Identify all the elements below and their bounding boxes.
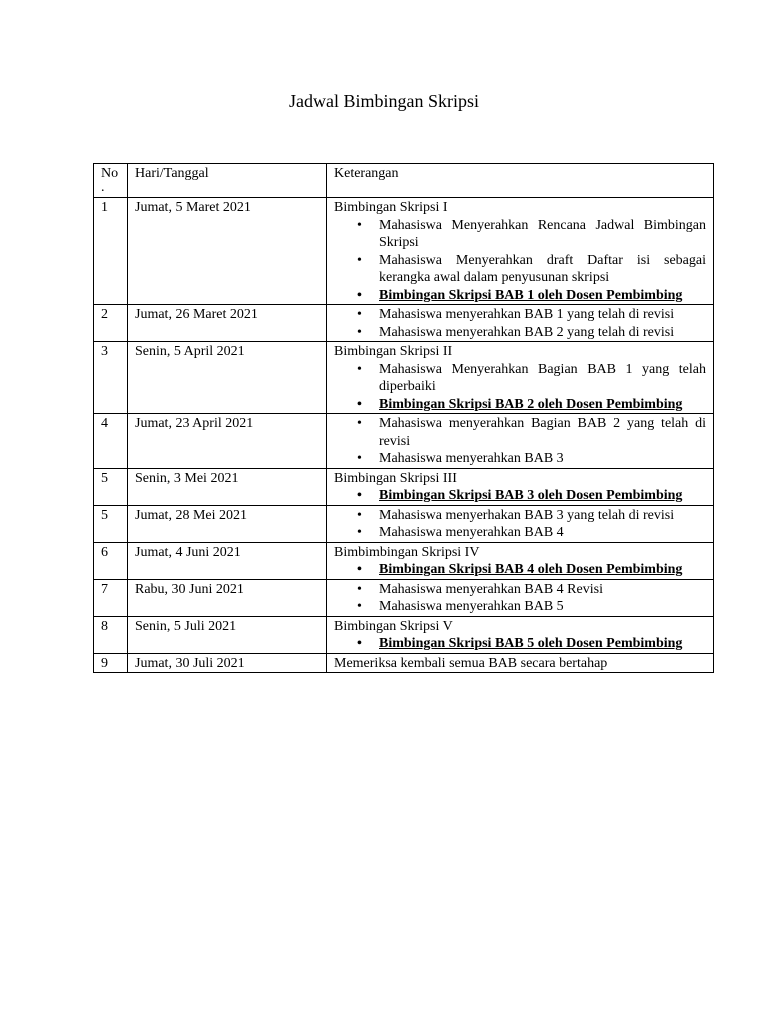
row-date-cell [128,505,327,542]
row-number: 2 [101,307,108,322]
row-date: Jumat, 23 April 2021 [135,416,254,431]
list-item: • Mahasiswa Menyerahkan Bagian BAB 1 yang telah diperbaiki [379,361,706,396]
row-date-cell [128,305,327,342]
row-date-cell [128,616,327,653]
row-no-cell [94,468,128,505]
row-desc-cell [327,505,714,542]
row-date-cell [128,198,327,305]
row-number: 7 [101,581,108,597]
row-date-cell [128,653,327,673]
schedule-table [93,163,714,673]
row-number: 1 [101,200,108,215]
list-item: • Mahasiswa menyerahkan BAB 4 Revisi [379,581,706,599]
header-date: Hari/Tanggal [135,166,209,181]
row-number: 4 [101,416,108,431]
row-desc-cell [327,198,714,305]
row-date: Jumat, 30 Juli 2021 [135,655,245,671]
row-date-cell [128,342,327,414]
list-item: • Mahasiswa menyerahkan BAB 2 yang telah di revisi [379,324,706,342]
list-item: • Mahasiswa menyerahkan BAB 3 [379,450,706,468]
list-item: • Mahasiswa menyerahkan BAB 4 [379,524,706,542]
row-title: Bimbingan Skripsi II [334,344,453,359]
list-item: • Mahasiswa menyerahkan BAB 1 yang telah di revisi [379,306,706,324]
list-item: • Bimbingan Skripsi BAB 4 oleh Dosen Pembimbing [379,561,706,579]
list-item: • Mahasiswa menyerhakan BAB 3 yang telah di revisi [379,507,706,525]
row-item-list [334,487,706,505]
list-item: • Mahasiswa Menyerahkan Rencana Jadwal Bimbingan Skripsi [379,217,706,252]
row-item-list [334,305,706,341]
header-date-cell [128,164,327,198]
row-item-list [334,361,706,414]
row-desc-cell [327,342,714,414]
row-date: Senin, 3 Mei 2021 [135,470,239,486]
row-date: Jumat, 5 Maret 2021 [135,200,251,215]
table-header-row [94,164,714,198]
row-no-cell [94,198,128,305]
row-date: Jumat, 26 Maret 2021 [135,307,258,322]
row-date: Senin, 5 Juli 2021 [135,618,237,634]
table-row [94,468,714,505]
list-item: • Mahasiswa Menyerahkan draft Daftar isi sebagai kerangka awal dalam penyusunan skripsi [379,252,706,287]
page-title: Jadwal Bimbingan Skripsi [289,91,479,111]
table-row [94,198,714,305]
header-no-dot: . [101,179,105,195]
row-no-cell [94,414,128,469]
row-title: Bimbingan Skripsi V [334,618,453,634]
row-number: 5 [101,470,108,486]
table-row [94,653,714,673]
row-desc-cell [327,579,714,616]
table-row [94,342,714,414]
row-item-list [334,635,706,653]
row-date-cell [128,579,327,616]
row-title: Bimbingan Skripsi III [334,470,457,486]
row-desc-cell [327,468,714,505]
row-number: 6 [101,544,108,560]
row-date: Jumat, 4 Juni 2021 [135,544,241,560]
table-row [94,305,714,342]
row-number: 8 [101,618,108,634]
table-row [94,542,714,579]
header-no: No [101,166,119,181]
row-number: 5 [101,507,108,523]
row-item-list [334,580,706,616]
header-no-cell [94,164,128,198]
row-no-cell [94,505,128,542]
row-desc-cell [327,414,714,469]
row-no-cell [94,542,128,579]
row-no-cell [94,616,128,653]
schedule-table-body [94,164,714,673]
table-row [94,616,714,653]
row-date: Jumat, 28 Mei 2021 [135,507,247,523]
row-item-list [334,506,706,542]
row-date-cell [128,542,327,579]
row-desc-cell [327,653,714,673]
row-desc-cell [327,305,714,342]
list-item: • Bimbingan Skripsi BAB 3 oleh Dosen Pembimbing [379,487,706,505]
row-title: Bimbimbingan Skripsi IV [334,544,480,560]
row-date-cell [128,468,327,505]
table-row [94,505,714,542]
row-desc-cell [327,616,714,653]
table-row [94,579,714,616]
row-no-cell [94,579,128,616]
header-desc-cell [327,164,714,198]
list-item: • Bimbingan Skripsi BAB 2 oleh Dosen Pembimbing [379,396,706,414]
row-number: 9 [101,655,108,671]
row-item-list [334,414,706,468]
row-number: 3 [101,344,108,359]
row-item-list [334,217,706,305]
list-item: • Bimbingan Skripsi BAB 1 oleh Dosen Pembimbing [379,287,706,305]
row-date: Senin, 5 April 2021 [135,344,245,359]
table-row [94,414,714,469]
row-date: Rabu, 30 Juni 2021 [135,581,244,597]
row-no-cell [94,305,128,342]
row-date-cell [128,414,327,469]
row-title: Bimbingan Skripsi I [334,200,448,215]
row-item-list [334,561,706,579]
list-item: • Mahasiswa menyerahkan BAB 5 [379,598,706,616]
row-no-cell [94,342,128,414]
header-desc: Keterangan [334,166,399,181]
row-title: Memeriksa kembali semua BAB secara bertahap [334,655,608,671]
list-item: • Bimbingan Skripsi BAB 5 oleh Dosen Pembimbing [379,635,706,653]
list-item: • Mahasiswa menyerahkan Bagian BAB 2 yang telah di revisi [379,415,706,450]
row-no-cell [94,653,128,673]
row-desc-cell [327,542,714,579]
